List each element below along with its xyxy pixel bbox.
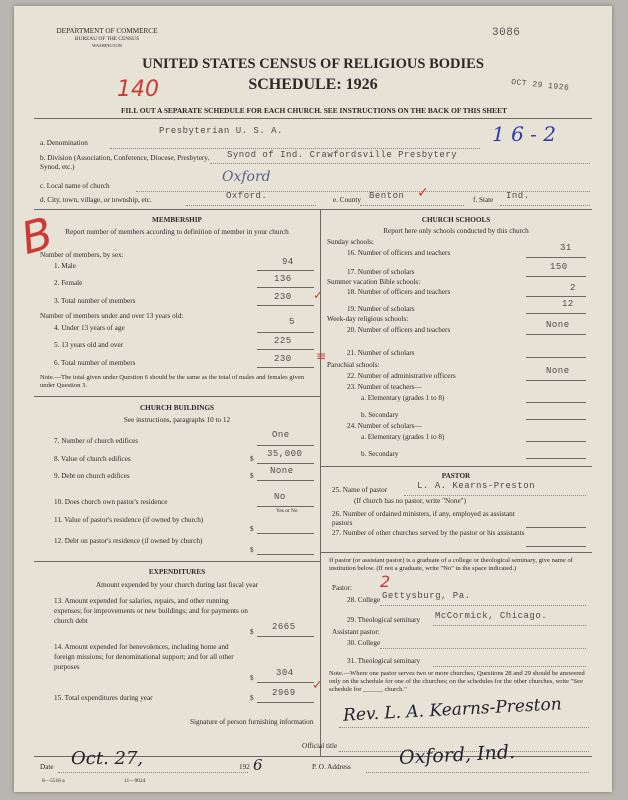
residence-value-dollar: $ bbox=[250, 525, 254, 533]
sunday-teachers-value: 31 bbox=[560, 243, 572, 253]
q27-label: 27. Number of other churches served by the pastor or his assistants bbox=[332, 529, 525, 537]
date-label: Date bbox=[40, 763, 54, 771]
residence-debt-label: 12. Debt on pastor's residence (if owned by church) bbox=[54, 537, 203, 545]
residence-value-label: 11. Value of pastor's residence (if owned by church) bbox=[54, 516, 204, 524]
running-expenses-dollar: $ bbox=[250, 628, 254, 636]
summer-scholars-label: 19. Number of scholars bbox=[347, 305, 415, 313]
sunday-teachers-label: 16. Number of officers and teachers bbox=[347, 249, 451, 257]
benevolences-label: 14. Amount expended for benevolences, including home and foreign missions; for denominational support; and for all other purposes bbox=[54, 643, 234, 671]
admin-officers-value: None bbox=[546, 366, 570, 376]
weekday-teachers-label: 20. Number of officers and teachers bbox=[347, 326, 451, 334]
pastor-name-note: (If church has no pastor, write "None") bbox=[354, 497, 466, 505]
weekday-scholars-label: 21. Number of scholars bbox=[347, 349, 415, 357]
edifice-value-label: 8. Value of church edifices bbox=[54, 455, 131, 463]
pastor-residence-label: 10. Does church own pastor's residence bbox=[54, 498, 168, 506]
running-expenses-label: 13. Amount expended for salaries, repairs, and other running expenses; for improvements or new buildings; and for payments on church debt bbox=[54, 597, 248, 625]
q26-label: 26. Number of ordained ministers, if any, employed as assistant pastors bbox=[332, 510, 515, 527]
edifice-debt-dollar: $ bbox=[250, 472, 254, 480]
schools-intro: Report here only schools conducted by this church bbox=[383, 227, 529, 235]
teachers-heading-label: 23. Number of teachers— bbox=[347, 383, 422, 391]
red-check-total: ✓ bbox=[313, 288, 324, 302]
city-field-label: d. City, town, village, or township, etc. bbox=[40, 196, 152, 204]
scholars-elementary-label: a. Elementary (grades 1 to 8) bbox=[361, 433, 445, 441]
year-handwritten: 6 bbox=[253, 756, 263, 774]
total-expenditures-dollar: $ bbox=[250, 694, 254, 702]
over-13-value: 225 bbox=[274, 336, 292, 346]
admin-officers-label: 22. Number of administrative officers bbox=[347, 372, 456, 380]
year-print: 192 bbox=[239, 763, 250, 771]
edifice-value-amount: 35,000 bbox=[267, 449, 303, 459]
po-address-label: P. O. Address bbox=[312, 763, 351, 771]
form-number: 8—5518 a bbox=[42, 778, 65, 784]
total-expenditures-value: 2969 bbox=[272, 688, 296, 698]
red-check-total-age: ≡ bbox=[316, 349, 327, 363]
edifices-value: One bbox=[272, 430, 290, 440]
pastor-residence-value: No bbox=[274, 492, 286, 502]
bureau-label: BUREAU OF THE CENSUS bbox=[74, 36, 140, 42]
teachers-secondary-label: b. Secondary bbox=[361, 411, 399, 419]
weekday-teachers-value: None bbox=[546, 320, 570, 330]
official-title-label: Official title bbox=[302, 742, 338, 750]
denomination-label: a. Denomination bbox=[40, 139, 88, 147]
pastor-name-label: 25. Name of pastor bbox=[332, 486, 388, 494]
local-name-label: c. Local name of church bbox=[40, 182, 110, 190]
summer-scholars-value: 12 bbox=[562, 299, 574, 309]
edifice-debt-value: None bbox=[270, 466, 294, 476]
instruction-line: FILL OUT A SEPARATE SCHEDULE FOR EACH CHURCH. SEE INSTRUCTIONS ON THE BACK OF THIS SHEET bbox=[121, 106, 507, 115]
edifices-label: 7. Number of church edifices bbox=[54, 437, 139, 445]
schedule-title: SCHEDULE: 1926 bbox=[248, 76, 378, 93]
scholars-secondary-label: b. Secondary bbox=[361, 450, 399, 458]
male-label: 1. Male bbox=[54, 262, 76, 270]
received-date-stamp: OCT 29 1926 bbox=[510, 77, 570, 94]
division-value: Synod of Ind. Crawfordsville Presbytery bbox=[227, 150, 458, 160]
total-members-age-value: 230 bbox=[274, 354, 292, 364]
assistant-pastor-label: Assistant pastor: bbox=[332, 628, 380, 636]
membership-note: Note.—The total given under Question 6 should be the same as the total of males and females given under Question 3. bbox=[40, 374, 305, 389]
expenditures-heading: EXPENDITURES bbox=[148, 568, 206, 576]
yes-no-hint: Yes or No bbox=[276, 508, 298, 514]
weekday-schools-label: Week-day religious schools: bbox=[327, 315, 409, 323]
total-expenditures-label: 15. Total expenditures during year bbox=[54, 694, 153, 702]
sunday-schools-label: Sunday schools: bbox=[327, 238, 374, 246]
membership-heading: MEMBERSHIP bbox=[152, 216, 202, 224]
buildings-heading: CHURCH BUILDINGS bbox=[139, 404, 215, 412]
department-label: DEPARTMENT OF COMMERCE bbox=[56, 27, 158, 35]
asst-college-label: 30. College bbox=[347, 639, 381, 647]
sunday-scholars-value: 150 bbox=[550, 262, 568, 272]
division-label: b. Division (Association, Conference, Diocese, Presbytery, Synod, etc.) bbox=[40, 154, 210, 171]
total-members-value: 230 bbox=[274, 292, 292, 302]
over-13-label: 5. 13 years old and over bbox=[54, 341, 124, 349]
scholars-heading-label: 24. Number of scholars— bbox=[347, 422, 422, 430]
blue-code-annotation: 1 6 - 2 bbox=[492, 122, 557, 146]
graduate-note: If pastor (or assistant pastor) is a graduate of a college or theological seminary, give name of institution below. (If not a graduate, write "No" in the space indicated.) bbox=[329, 557, 574, 572]
male-value: 94 bbox=[282, 257, 294, 267]
summer-schools-label: Summer vacation Bible schools: bbox=[327, 278, 421, 286]
red-number-annotation: 140 bbox=[117, 77, 159, 102]
local-name-value: Oxford bbox=[222, 169, 271, 185]
state-label: f. State bbox=[473, 196, 494, 204]
signature-value: Rev. L. A. Kearns-Preston bbox=[342, 694, 563, 726]
benevolences-dollar: $ bbox=[250, 674, 254, 682]
total-members-age-label: 6. Total number of members bbox=[54, 359, 136, 367]
summer-teachers-value: 2 bbox=[570, 283, 576, 293]
residence-debt-dollar: $ bbox=[250, 546, 254, 554]
asst-seminary-label: 31. Theological seminary bbox=[347, 657, 421, 665]
red-check-county: ✓ bbox=[417, 185, 429, 201]
college-value: Gettysburg, Pa. bbox=[382, 591, 471, 601]
seminary-value: McCormick, Chicago. bbox=[435, 611, 548, 621]
date-value: Oct. 27, bbox=[71, 748, 144, 769]
expenditures-intro: Amount expended by your church during last fiscal year bbox=[95, 581, 259, 589]
membership-intro: Report number of members according to definition of member in your church bbox=[65, 228, 289, 236]
schools-heading: CHURCH SCHOOLS bbox=[421, 216, 491, 224]
female-label: 2. Female bbox=[54, 279, 83, 287]
red-b-annotation: B bbox=[15, 207, 59, 266]
female-value: 136 bbox=[274, 274, 292, 284]
summer-teachers-label: 18. Number of officers and teachers bbox=[347, 288, 451, 296]
form-code: 11—9024 bbox=[124, 778, 146, 784]
pastor-heading: PASTOR bbox=[441, 472, 471, 480]
county-label: e. County bbox=[333, 196, 361, 204]
census-schedule-page bbox=[14, 6, 612, 792]
city-value: Oxford. bbox=[226, 191, 268, 201]
denomination-value: Presbyterian U. S. A. bbox=[159, 126, 283, 136]
edifice-debt-label: 9. Debt on church edifices bbox=[54, 472, 130, 480]
running-expenses-value: 2665 bbox=[272, 622, 296, 632]
pastor-name-value: L. A. Kearns-Preston bbox=[417, 481, 536, 491]
stamp-number: 3086 bbox=[492, 27, 521, 39]
red-check-total-expenditures: ✓ bbox=[312, 678, 323, 693]
under-13-value: 5 bbox=[289, 317, 295, 327]
age-intro-label: Number of members under and over 13 years old: bbox=[40, 312, 184, 320]
city-label: WASHINGTON bbox=[92, 43, 122, 48]
red-two-annotation: 2 bbox=[380, 572, 391, 591]
members-by-sex-label: Number of members, by sex: bbox=[40, 251, 124, 259]
under-13-label: 4. Under 13 years of age bbox=[54, 324, 125, 332]
benevolences-value: 304 bbox=[276, 668, 294, 678]
county-value: Benton bbox=[369, 191, 405, 201]
state-value: Ind. bbox=[506, 191, 530, 201]
total-members-label: 3. Total number of members bbox=[54, 297, 136, 305]
form-title: UNITED STATES CENSUS OF RELIGIOUS BODIES bbox=[142, 56, 484, 72]
seminary-label: 29. Theological seminary bbox=[347, 616, 421, 624]
pastor-note: Note.—Where one pastor serves two or more churches, Questions 28 and 29 should be answered only on the schedule for one of the churches; on the schedules for the other churches, write "See schedule for ______ church." bbox=[329, 670, 585, 693]
buildings-intro: See instructions, paragraphs 10 to 12 bbox=[123, 416, 231, 424]
teachers-elementary-label: a. Elementary (grades 1 to 8) bbox=[361, 394, 445, 402]
college-label: 28. College bbox=[347, 596, 381, 604]
parochial-schools-label: Parochial schools: bbox=[327, 361, 380, 369]
pastor-sublabel: Pastor: bbox=[332, 584, 352, 592]
edifice-value-dollar: $ bbox=[250, 455, 254, 463]
signature-label: Signature of person furnishing information bbox=[190, 718, 314, 726]
sunday-scholars-label: 17. Number of scholars bbox=[347, 268, 415, 276]
po-address-value: Oxford, Ind. bbox=[398, 740, 516, 770]
